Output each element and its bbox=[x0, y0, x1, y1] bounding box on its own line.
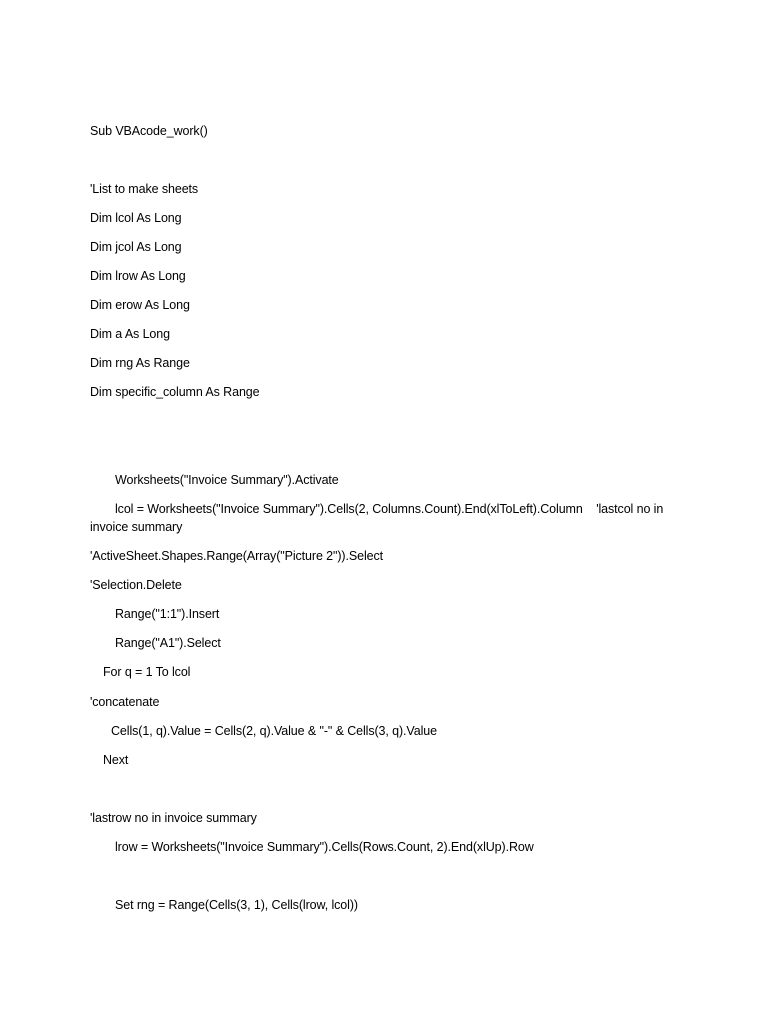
code-line: Range("A1").Select bbox=[115, 636, 221, 650]
code-line: 'ActiveSheet.Shapes.Range(Array("Picture 2")).Select bbox=[90, 549, 383, 563]
code-line: For q = 1 To lcol bbox=[103, 665, 191, 679]
code-line: 'Selection.Delete bbox=[90, 578, 182, 592]
code-line: Range("1:1").Insert bbox=[115, 607, 220, 621]
code-line: Dim rng As Range bbox=[90, 356, 190, 370]
code-line: 'List to make sheets bbox=[90, 182, 199, 196]
code-line: Worksheets("Invoice Summary").Activate bbox=[115, 473, 339, 487]
code-line: Dim erow As Long bbox=[90, 298, 190, 312]
code-line: 'concatenate bbox=[90, 695, 160, 709]
code-line: lcol = Worksheets("Invoice Summary").Cells(2, Columns.Count).End(xlToLeft).Column 'lastcol no in bbox=[115, 502, 664, 516]
code-line: invoice summary bbox=[90, 520, 183, 534]
code-line: Dim jcol As Long bbox=[90, 240, 182, 254]
code-line: Dim lcol As Long bbox=[90, 211, 182, 225]
code-line: lrow = Worksheets("Invoice Summary").Cells(Rows.Count, 2).End(xlUp).Row bbox=[115, 840, 534, 854]
code-line: 'lastrow no in invoice summary bbox=[90, 811, 257, 825]
code-line: Sub VBAcode_work() bbox=[90, 124, 208, 138]
code-line: Dim a As Long bbox=[90, 327, 170, 341]
code-line: Dim specific_column As Range bbox=[90, 385, 260, 399]
code-line: Set rng = Range(Cells(3, 1), Cells(lrow, lcol)) bbox=[115, 898, 358, 912]
code-line: Dim lrow As Long bbox=[90, 269, 186, 283]
code-line: Cells(1, q).Value = Cells(2, q).Value & "-" & Cells(3, q).Value bbox=[111, 724, 437, 738]
code-line: Next bbox=[103, 753, 129, 767]
